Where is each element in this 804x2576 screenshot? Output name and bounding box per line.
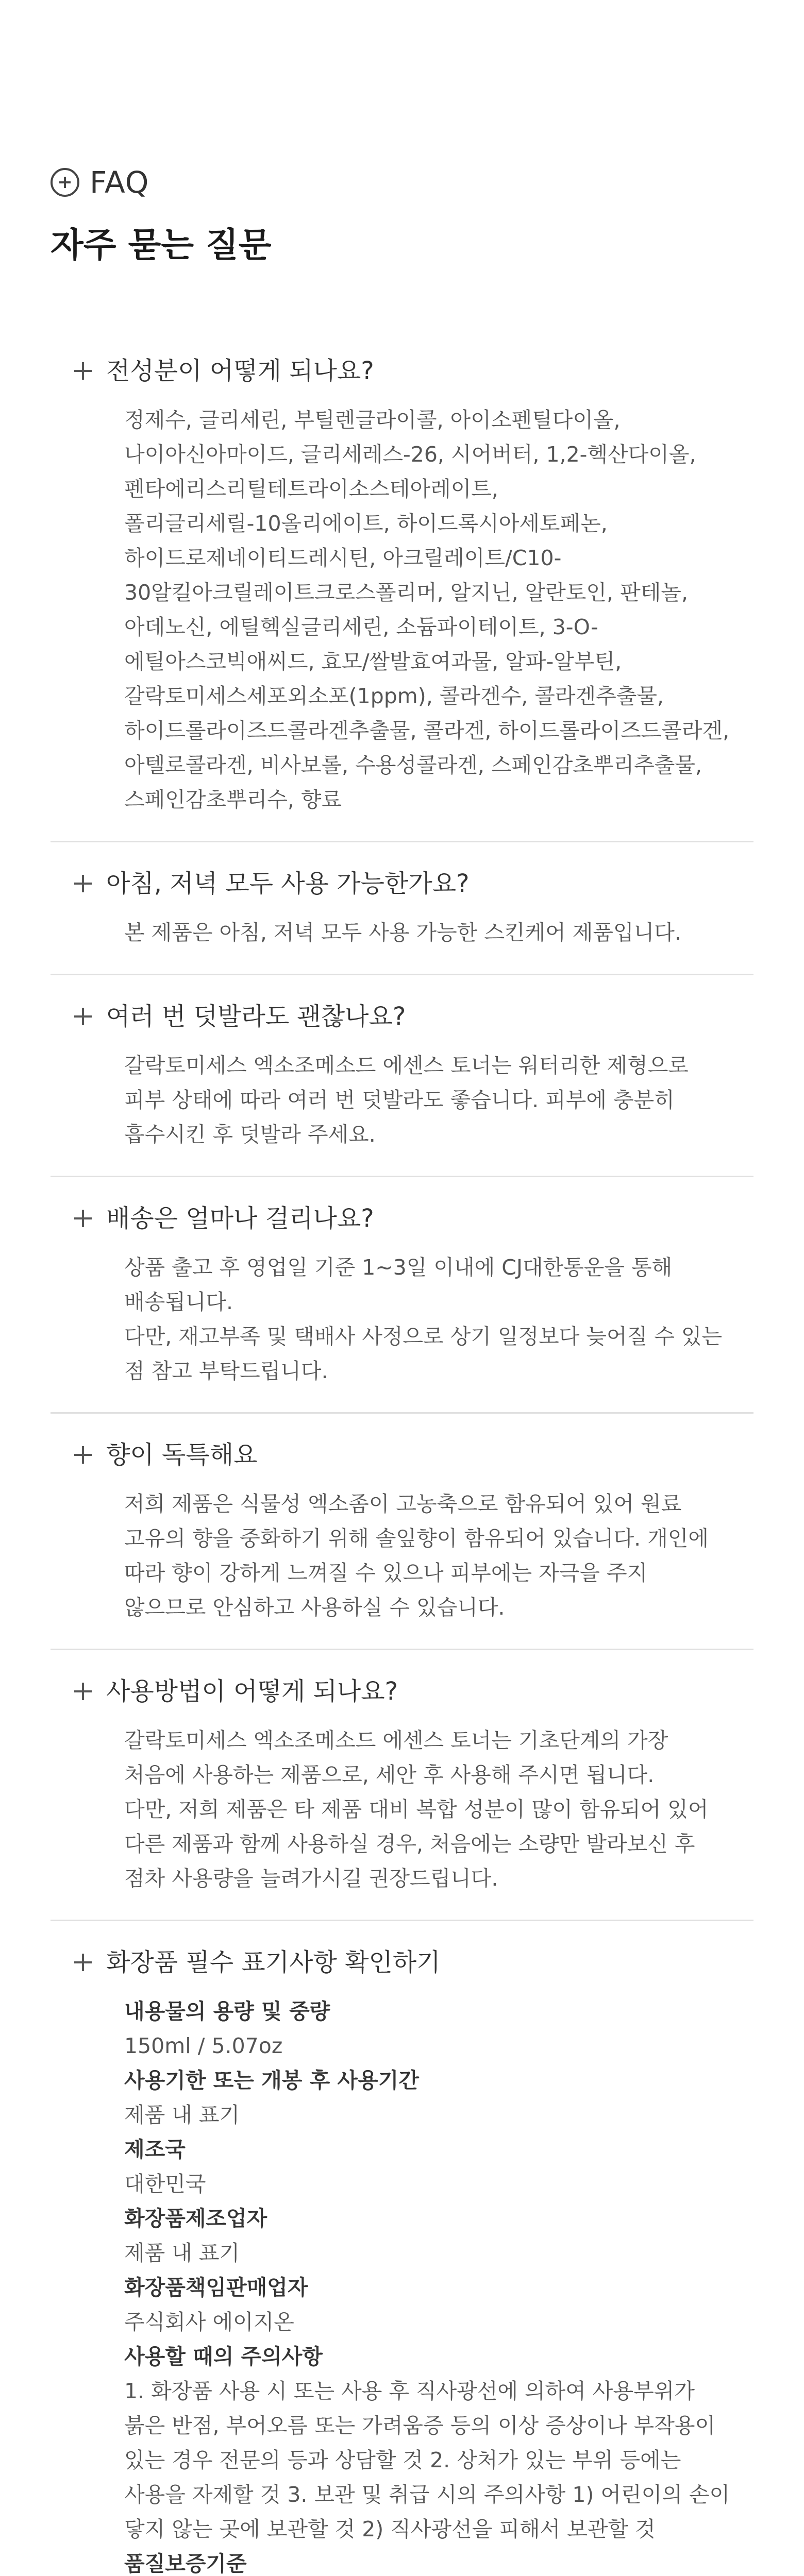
faq-item-morning-evening <box>51 842 753 975</box>
answer-text: 정제수, 글리세린, 부틸렌글라이콜, 아이소펜틸다이올, 나이아신아마이드, 글리세레스-26, 시어버터, 1,2-헥산다이올, 펜타에리스리틸테트라이소스테아레이트, 폴리글리세릴-10올리에이트, 하이드록시아세토페논, 하이드로제네이티드레시틴, 아크릴레이트/C10-30알킬아크릴레이트크로스폴리머, 알지닌, 알란토인, 판테놀, 아데노신, 에틸헥실글리세린, 소듐파이테이트, 3-O-에틸아스코빅애씨드, 효모/쌀발효여과물, 알파-알부틴, 갈락토미세스세포외소포(1ppm), 콜라겐수, 콜라겐추출물, 하이드롤라이즈드콜라겐추출물, 콜라겐, 하이드롤라이즈드콜라겐, 아텔로콜라겐, 비사보롤, 수용성콜라겐, 스페인감초뿌리추출물, 스페인감초뿌리수, 향료 <box>124 408 730 812</box>
labeling-row <box>124 2063 734 2132</box>
answer-text: 저희 제품은 식물성 엑소좀이 고농축으로 함유되어 있어 원료 고유의 향을 중화하기 위해 솔잎향이 함유되어 있습니다. 개인에 따라 향이 강하게 느껴질 수 있으나 피부에는 자극을 주지 않으므로 안심하고 사용하실 수 있습니다. <box>124 1492 709 1620</box>
question-text: 아침, 저녁 모두 사용 가능한가요? <box>106 869 470 898</box>
faq-item-ingredients <box>51 330 753 842</box>
labeling-label: 사용할 때의 주의사항 <box>124 2344 323 2369</box>
labeling-value: 제품 내 표기 <box>124 2241 240 2265</box>
labeling-label: 화장품책임판매업자 <box>124 2275 308 2300</box>
labeling-value: 주식회사 에이지온 <box>124 2310 294 2334</box>
labeling-label: 내용물의 용량 및 중량 <box>124 1999 330 2024</box>
faq-question[interactable] <box>51 1946 753 1979</box>
plus-icon <box>74 1683 92 1700</box>
faq-item-layering <box>51 975 753 1177</box>
labeling-value: 대한민국 <box>124 2172 206 2196</box>
faq-item-scent <box>51 1414 753 1650</box>
answer-text: 갈락토미세스 엑소조메소드 에센스 토너는 기초단계의 가장 처음에 사용하는 제품으로, 세안 후 사용해 주시면 됩니다. <box>124 1728 668 1787</box>
labeling-label: 사용기한 또는 개봉 후 사용기간 <box>124 2068 419 2093</box>
answer-text: 갈락토미세스 엑소조메소드 에센스 토너는 워터리한 제형으로 피부 상태에 따라 여러 번 덧발라도 좋습니다. 피부에 충분히 흡수시킨 후 덧발라 주세요. <box>124 1053 689 1147</box>
faq-question[interactable] <box>51 1000 753 1033</box>
plus-icon <box>74 1954 92 1971</box>
labeling-value: 1. 화장품 사용 시 또는 사용 후 직사광선에 의하여 사용부위가 붉은 반점, 부어오름 또는 가려움증 등의 이상 증상이나 부작용이 있는 경우 전문의 등과 상담할 것 2. 상처가 있는 부위 등에는 사용을 자제할 것 3. 보관 및 취급 시의 주의사항 1) 어린이의 손이 닿지 않는 곳에 보관할 것 2) 직사광선을 피해서 보관할 것 <box>124 2379 730 2541</box>
faq-question[interactable] <box>51 1438 753 1471</box>
faq-item-usage <box>51 1650 753 1921</box>
labeling-row <box>124 2201 734 2270</box>
faq-answer <box>124 1487 734 1625</box>
faq-answer <box>124 403 734 817</box>
faq-question[interactable] <box>51 1675 753 1708</box>
faq-answer <box>124 1250 734 1388</box>
labeling-value: 150ml / 5.07oz <box>124 2033 283 2058</box>
plus-icon <box>74 1008 92 1025</box>
labeling-value: 제품 내 표기 <box>124 2103 240 2127</box>
faq-question[interactable] <box>51 1202 753 1235</box>
labeling-row <box>124 2132 734 2201</box>
labeling-label: 품질보증기준 <box>124 2551 247 2576</box>
plus-icon <box>74 362 92 380</box>
plus-circle-icon <box>51 168 79 197</box>
faq-answer <box>124 1048 734 1152</box>
question-text: 사용방법이 어떻게 되나요? <box>106 1677 398 1706</box>
faq-answer <box>124 916 734 950</box>
plus-icon <box>74 1210 92 1227</box>
answer-text: 상품 출고 후 영업일 기준 1~3일 이내에 CJ대한통운을 통해 배송됩니다. <box>124 1255 673 1314</box>
faq-tag <box>51 165 753 200</box>
labeling-row <box>124 1994 734 2063</box>
question-text: 전성분이 어떻게 되나요? <box>106 357 374 385</box>
faq-item-shipping <box>51 1177 753 1414</box>
faq-header <box>51 165 753 266</box>
plus-icon <box>74 1446 92 1464</box>
faq-item-labeling <box>51 1921 753 2576</box>
question-text: 여러 번 덧발라도 괜찮나요? <box>106 1002 406 1031</box>
answer-text: 다만, 저희 제품은 타 제품 대비 복합 성분이 많이 함유되어 있어 다른 제품과 함께 사용하실 경우, 처음에는 소량만 발라보신 후 점차 사용량을 늘려가시길 권장드립니다. <box>124 1797 709 1891</box>
plus-icon <box>74 875 92 892</box>
faq-answer <box>124 1723 734 1896</box>
faq-question[interactable] <box>51 867 753 900</box>
labeling-details <box>124 1994 734 2576</box>
answer-text: 다만, 재고부족 및 택배사 사정으로 상기 일정보다 늦어질 수 있는 점 참고 부탁드립니다. <box>124 1324 723 1383</box>
faq-list <box>51 330 753 2576</box>
faq-tag-label: FAQ <box>90 165 149 200</box>
page-title: 자주 묻는 질문 <box>51 225 272 265</box>
faq-question[interactable] <box>51 354 753 387</box>
question-text: 화장품 필수 표기사항 확인하기 <box>106 1948 441 1977</box>
question-text: 배송은 얼마나 걸리나요? <box>106 1204 374 1233</box>
question-text: 향이 독특해요 <box>106 1440 258 1469</box>
labeling-row <box>124 2547 734 2576</box>
labeling-row <box>124 2270 734 2340</box>
answer-text: 본 제품은 아침, 저녁 모두 사용 가능한 스킨케어 제품입니다. <box>124 920 681 945</box>
labeling-row <box>124 2340 734 2547</box>
labeling-label: 화장품제조업자 <box>124 2206 267 2231</box>
labeling-label: 제조국 <box>124 2137 186 2162</box>
